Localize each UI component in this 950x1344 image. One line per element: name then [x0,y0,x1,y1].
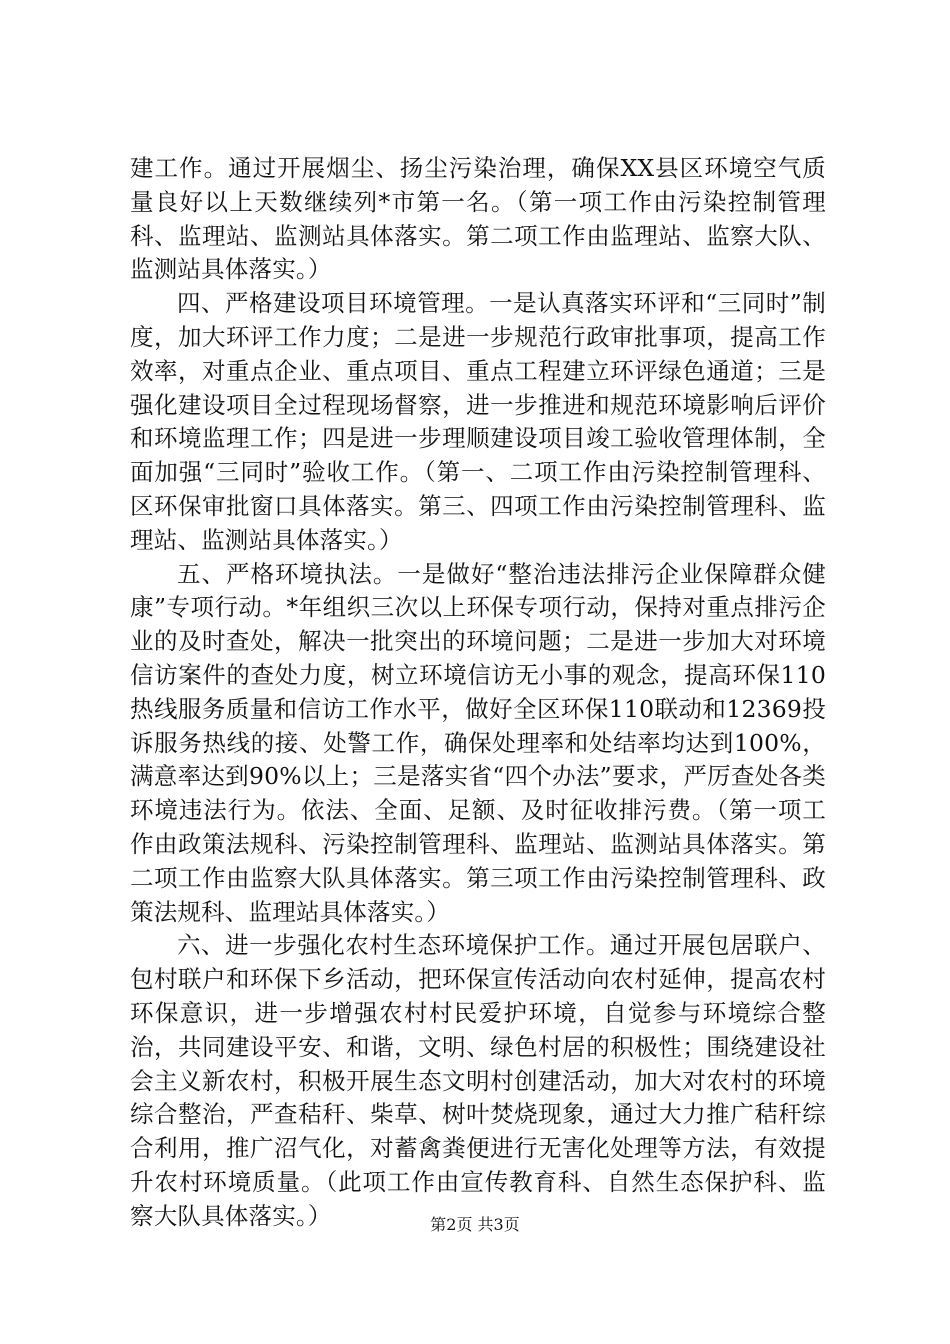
paragraph-section-four: 四、严格建设项目环境管理。一是认真落实环评和“三同时”制度，加大环评工作力度；二是进一步规范行政审批事项，提高工作效率，对重点企业、重点项目、重点工程建立环评绿色通道；三是强化建设项目全过程现场督察，进一步推进和规范环境影响后评价和环境监理工作；四是进一步理顺建设项目竣工验收管理体制，全面加强“三同时”验收工作。（第一、二项工作由污染控制管理科、区环保审批窗口具体落实。第三、四项工作由污染控制管理科、监理站、监测站具体落实。） [130,289,826,554]
page-footer [0,1215,950,1235]
page-number-label: 第2页 共3页 [430,1215,520,1234]
document-body [130,152,826,1234]
paragraph-section-six: 六、进一步强化农村生态环境保护工作。通过开展包居联户、包村联户和环保下乡活动，把环保宣传活动向农村延伸，提高农村环保意识，进一步增强农村村民爱护环境，自觉参与环境综合整治，共同建设平安、和谐，文明、绿色村居的积极性；围绕建设社会主义新农村，积极开展生态文明村创建活动，加大对农村的环境综合整治，严查秸秆、柴草、树叶焚烧现象，通过大力推广秸秆综合利用，推广沼气化，对蓄禽粪便进行无害化处理等方法，有效提升农村环境质量。（此项工作由宣传教育科、自然生态保护科、监察大队具体落实。） [130,931,826,1230]
paragraph-continuation: 建工作。通过开展烟尘、扬尘污染治理，确保XX县区环境空气质量良好以上天数继续列*市第一名。（第一项工作由污染控制管理科、监理站、监测站具体落实。第二项工作由监理站、监察大队、监测站具体落实。） [130,154,826,284]
paragraph-section-five: 五、严格环境执法。一是做好“整治违法排污企业保障群众健康”专项行动。*年组织三次以上环保专项行动，保持对重点排污企业的及时查处，解决一批突出的环境问题；二是进一步加大对环境信访案件的查处力度，树立环境信访无小事的观念，提高环保110热线服务质量和信访工作水平，做好全区环保110联动和12369投诉服务热线的接、处警工作，确保处理率和处结率均达到100%，满意率达到90%以上；三是落实省“四个办法”要求，严厉查处各类环境违法行为。依法、全面、足额、及时征收排污费。（第一项工作由政策法规科、污染控制管理科、监理站、监测站具体落实。第二项工作由监察大队具体落实。第三项工作由污染控制管理科、政策法规科、监理站具体落实。） [130,559,826,926]
